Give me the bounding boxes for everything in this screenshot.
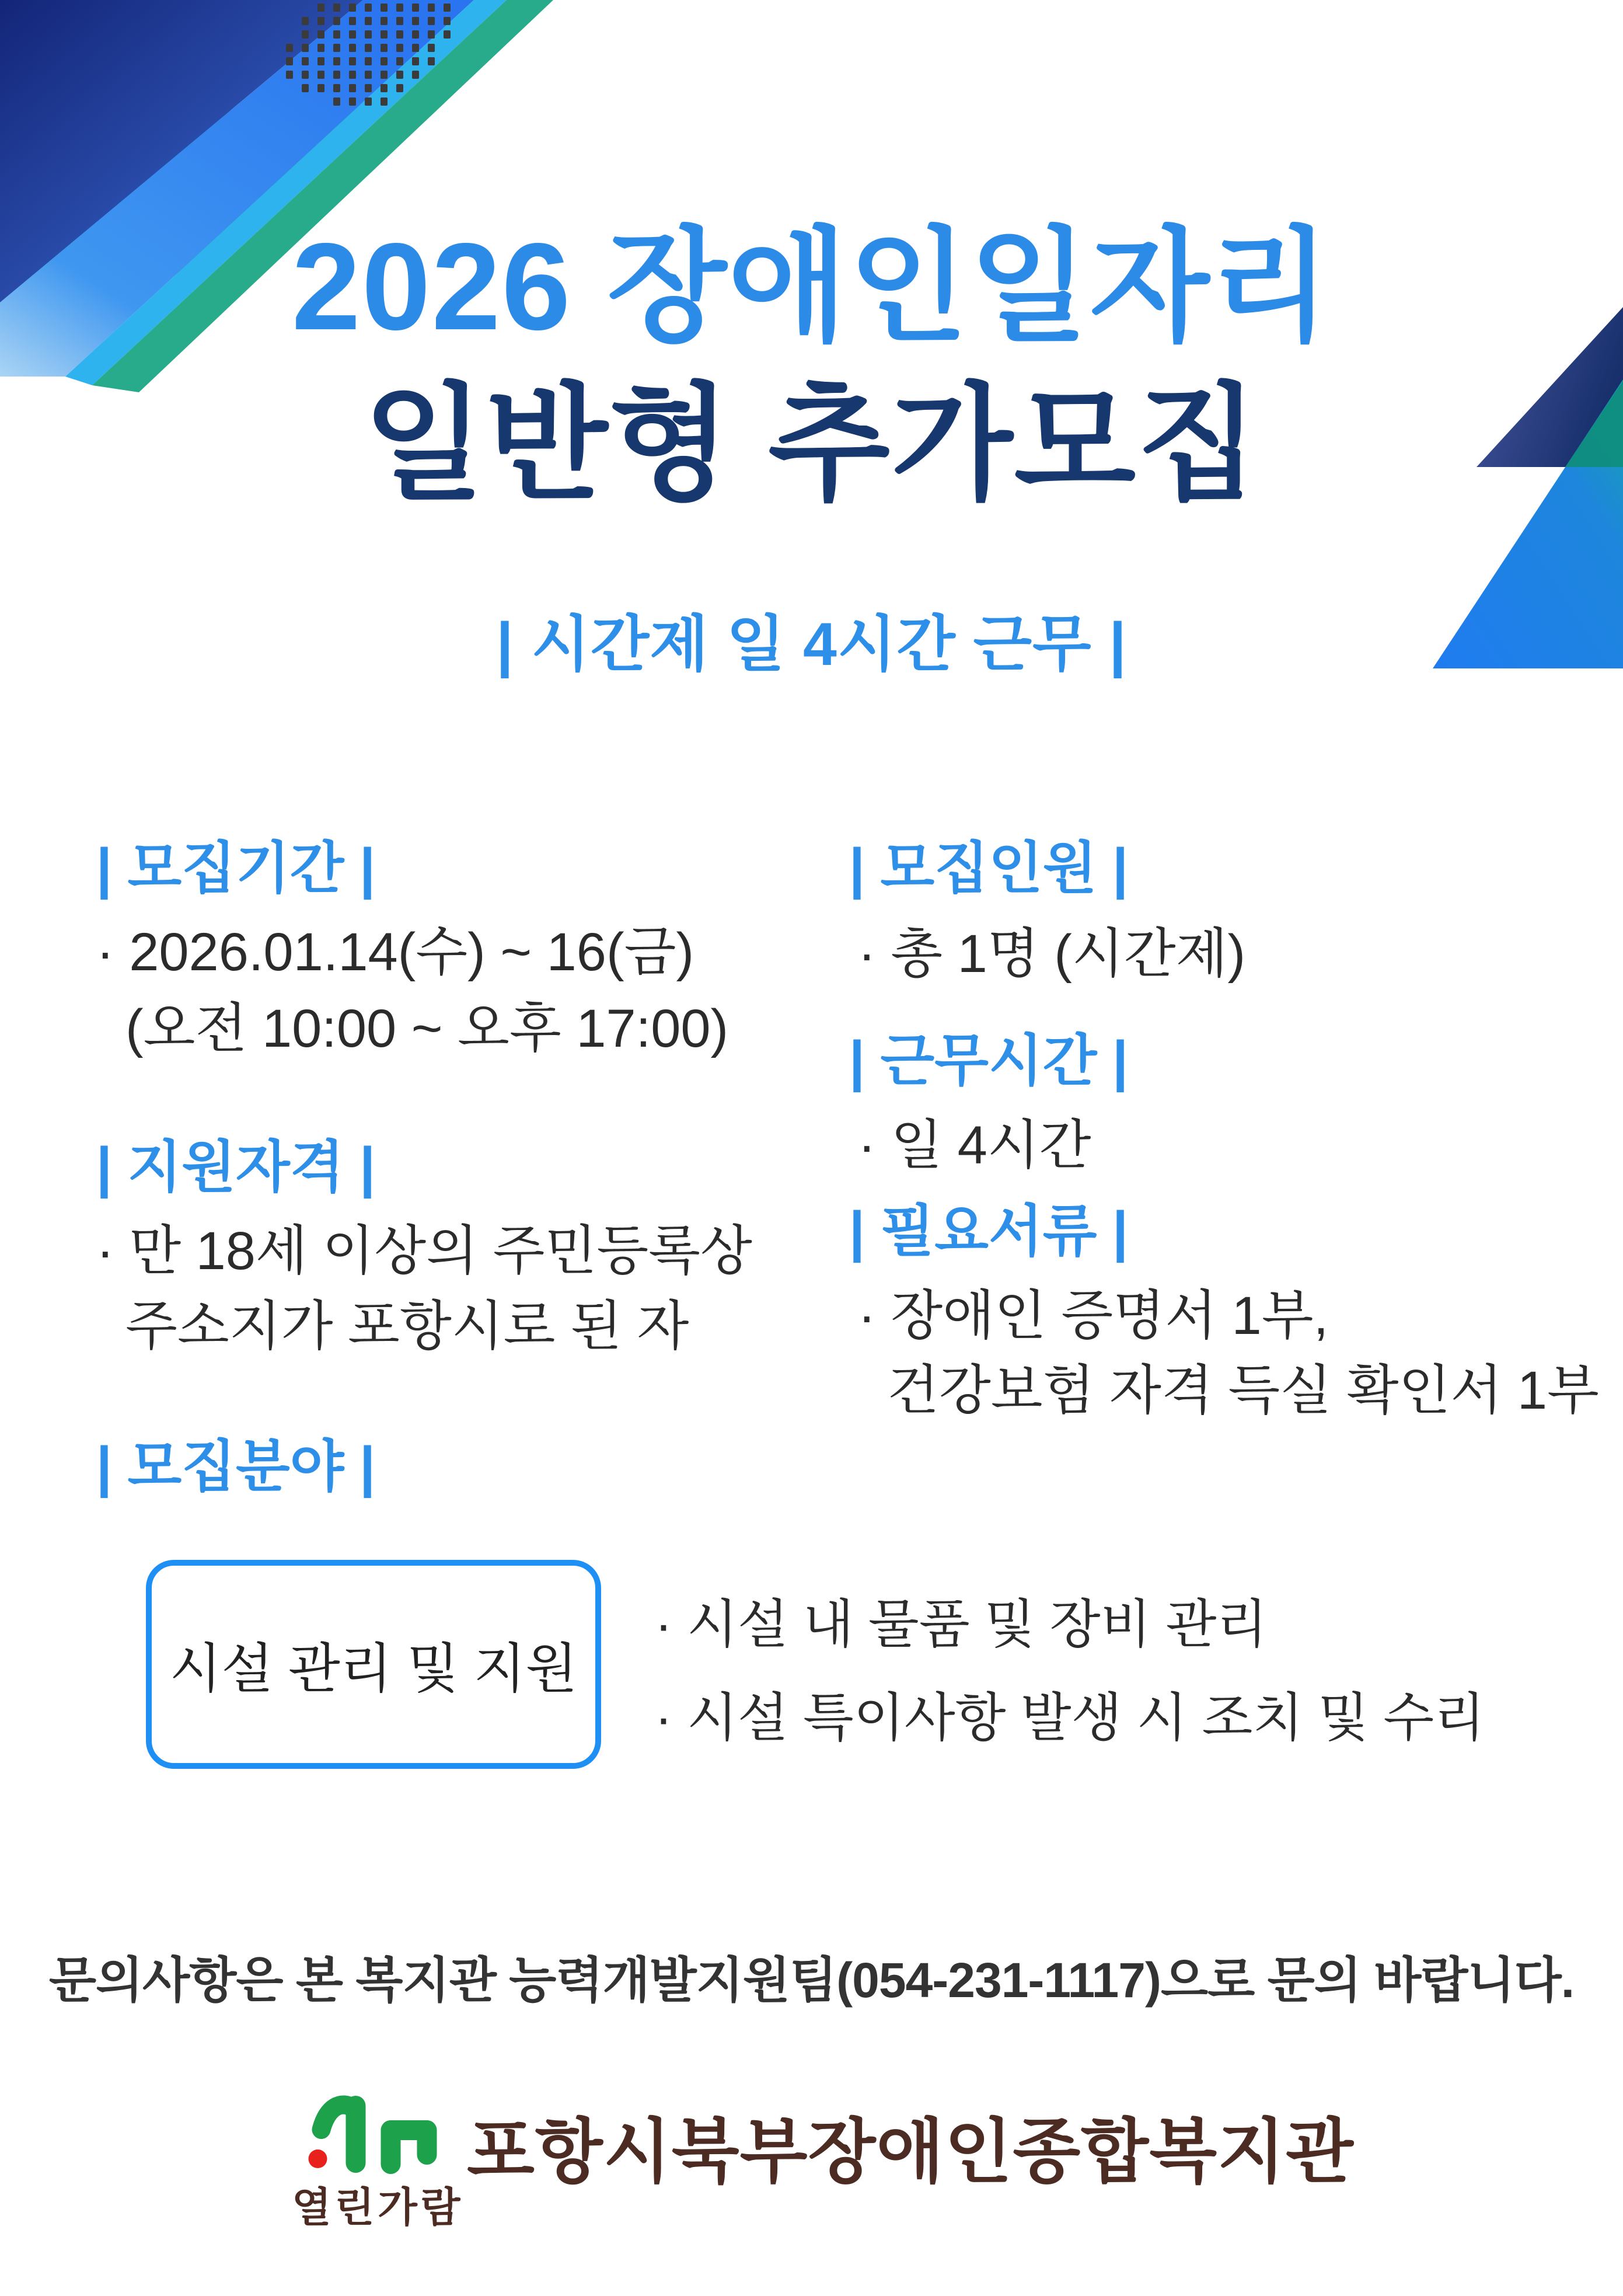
dot <box>333 30 340 39</box>
eligibility-line-1: · 만 18세 이상의 주민등록상 <box>96 1221 752 1281</box>
dot <box>396 4 403 12</box>
dot-pattern <box>0 0 479 117</box>
dot <box>333 44 340 52</box>
dot <box>381 84 388 92</box>
dot <box>396 44 403 52</box>
dot <box>412 71 419 79</box>
contact-note: 문의사항은 본 복지관 능력개발지원팀(054-231-1117)으로 문의 바랍니다. <box>48 1953 1575 2008</box>
eligibility-line-2: 주소지가 포항시로 된 자 <box>125 1297 689 1356</box>
dot <box>317 44 324 52</box>
dot <box>444 4 451 12</box>
dot <box>349 44 356 52</box>
dot <box>365 97 372 106</box>
documents-line-1: · 장애인 증명서 1부, <box>858 1286 1329 1346</box>
subtitle: | 시간제 일 4시간 근무 | <box>496 611 1127 678</box>
dot <box>444 30 451 39</box>
dot <box>317 30 324 39</box>
section-recruit-period-heading: | 모집기간 | <box>96 837 376 900</box>
field-duty-1: · 시설 내 물품 및 장비 관리 <box>655 1595 1268 1654</box>
dot <box>349 84 356 92</box>
recruit-period-line-1: · 2026.01.14(수) ~ 16(금) <box>96 922 694 982</box>
section-recruit-field-heading: | 모집분야 | <box>96 1436 376 1498</box>
section-documents-heading: | 필요서류 | <box>849 1200 1129 1263</box>
dot <box>365 71 372 79</box>
dot <box>317 4 324 12</box>
headcount-line: · 총 1명 (시간제) <box>858 924 1246 984</box>
dot <box>317 57 324 65</box>
dot <box>396 17 403 25</box>
dot <box>349 71 356 79</box>
dot <box>302 44 309 52</box>
dot <box>333 17 340 25</box>
field-box-label: 시설 관리 및 지원 <box>169 1639 578 1699</box>
dot <box>349 57 356 65</box>
dot <box>333 97 340 106</box>
dot <box>396 71 403 79</box>
dot <box>365 17 372 25</box>
dot <box>286 57 293 65</box>
dot <box>381 17 388 25</box>
dot <box>317 17 324 25</box>
logo-mark-icon <box>291 2088 439 2187</box>
dot <box>412 44 419 52</box>
main-title-line2: 일반형 추가모집 <box>363 373 1260 514</box>
dot <box>381 4 388 12</box>
dot <box>412 17 419 25</box>
dot <box>302 57 309 65</box>
dot <box>333 84 340 92</box>
dot <box>365 57 372 65</box>
dot <box>428 17 435 25</box>
dot <box>381 97 388 106</box>
recruit-period-line-2: (오전 10:00 ~ 오후 17:00) <box>125 999 729 1058</box>
dot <box>428 4 435 12</box>
main-title-line1: 2026 장애인일자리 <box>291 217 1332 356</box>
dot <box>302 30 309 39</box>
dot <box>302 71 309 79</box>
dot <box>381 71 388 79</box>
dot <box>302 84 309 92</box>
dot <box>349 97 356 106</box>
dot <box>365 44 372 52</box>
dot <box>333 4 340 12</box>
section-headcount-heading: | 모집인원 | <box>849 837 1129 900</box>
dot <box>286 44 293 52</box>
dot <box>381 44 388 52</box>
dot <box>349 4 356 12</box>
dot <box>444 17 451 25</box>
dot <box>317 71 324 79</box>
dot <box>333 71 340 79</box>
documents-line-2: 건강보험 자격 득실 확인서 1부 <box>887 1361 1599 1420</box>
work-hours-line: · 일 4시간 <box>858 1116 1091 1175</box>
dot <box>349 30 356 39</box>
dot <box>302 17 309 25</box>
dot <box>428 30 435 39</box>
dot <box>381 57 388 65</box>
dot <box>365 30 372 39</box>
field-box <box>146 1560 601 1769</box>
dot <box>365 4 372 12</box>
field-duty-2: · 시설 특이사항 발생 시 조치 및 수리 <box>655 1689 1485 1747</box>
logo-caption: 열린가람 <box>292 2184 464 2230</box>
section-eligibility-heading: | 지원자격 | <box>96 1136 376 1198</box>
dot <box>365 84 372 92</box>
dot <box>412 4 419 12</box>
org-name: 포항시북부장애인종합복지관 <box>467 2113 1354 2191</box>
dot <box>396 57 403 65</box>
dot <box>317 84 324 92</box>
dot <box>428 44 435 52</box>
dot <box>381 30 388 39</box>
dot <box>428 57 435 65</box>
section-work-hours-heading: | 근무시간 | <box>849 1030 1129 1092</box>
dot <box>396 30 403 39</box>
dot <box>412 57 419 65</box>
dot <box>349 17 356 25</box>
dot <box>286 71 293 79</box>
dot <box>412 30 419 39</box>
dot <box>396 84 403 92</box>
dot <box>333 57 340 65</box>
